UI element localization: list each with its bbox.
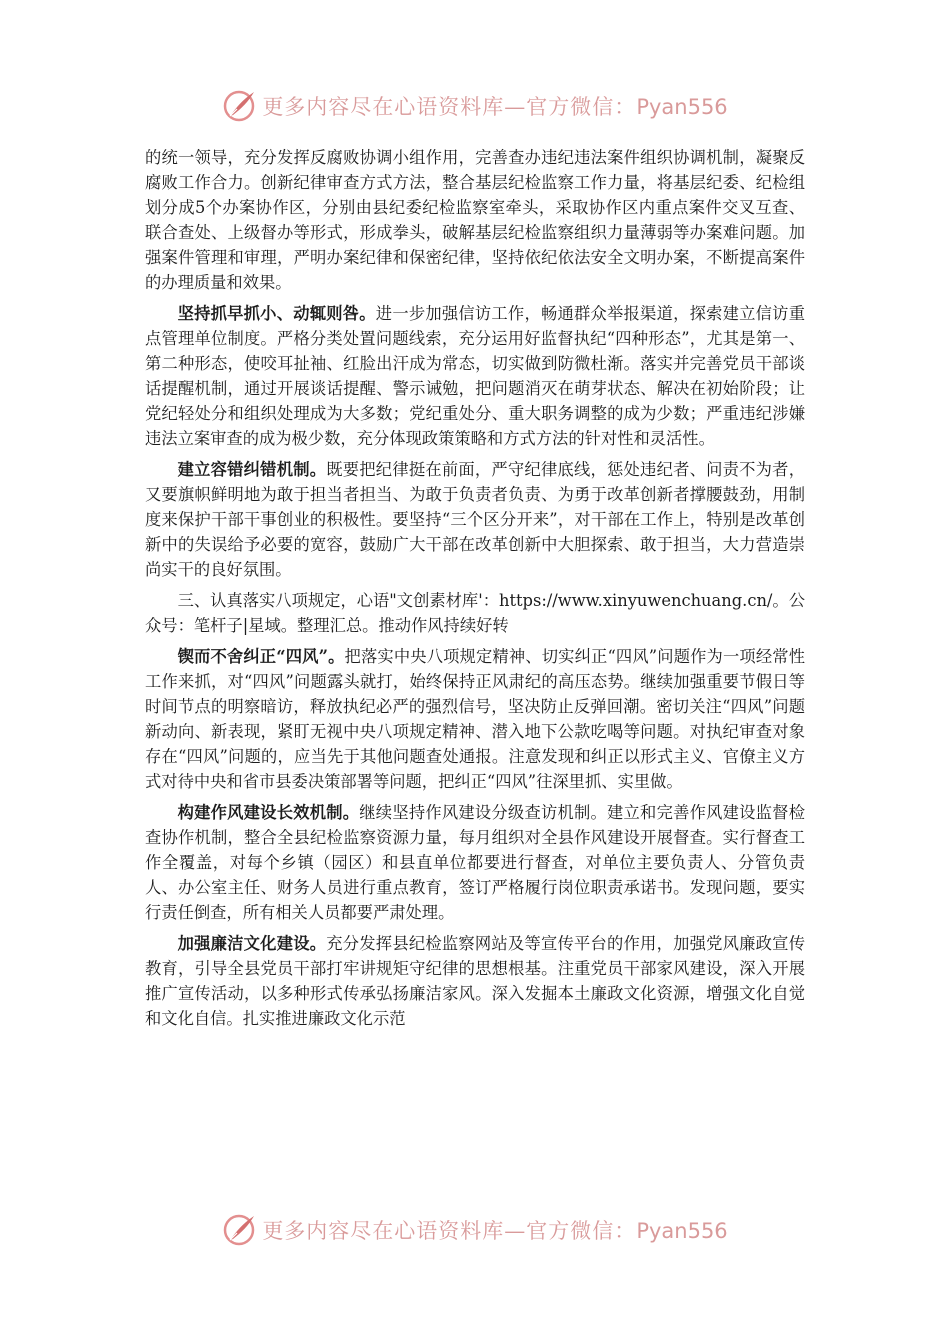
quill-logo-icon bbox=[222, 88, 258, 124]
document-body bbox=[145, 145, 805, 1037]
paragraph-lead: 加强廉洁文化建设。 bbox=[177, 934, 327, 953]
footer-watermark-banner bbox=[0, 1208, 950, 1252]
paragraph-1: 的统一领导，充分发挥反腐败协调小组作用，完善查办违纪违法案件组织协调机制，凝聚反腐败工作合力。创新纪律审查方式方法，整合基层纪检监察工作力量，将基层纪委、纪检组划分成5个办案协作区，分别由县纪委纪检监察室牵头，采取协作区内重点案件交叉互查、联合查处、上级督办等形式，形成拳头，破解基层纪检监察组织力量薄弱等办案难问题。加强案件管理和审理，严明办案纪律和保密纪律，坚持依纪依法安全文明办案，不断提高案件的办理质量和效果。 bbox=[145, 148, 805, 292]
paragraph-4: 锲而不舍纠正“四风”。把落实中央八项规定精神、切实纠正“四风”问题作为一项经常性工作来抓，对“四风”问题露头就打，始终保持正风肃纪的高压态势。继续加强重要节假日等时间节点的明察暗访，释放执纪必严的强烈信号，坚决防止反弹回潮。密切关注“四风”问题新动向、新表现，紧盯无视中央八项规定精神、潜入地下公款吃喝等问题。对执纪审查对象存在“四风”问题的，应当先于其他问题查处通报。注意发现和纠正以形式主义、官僚主义方式对待中央和省市县委决策部署等问题，把纠正“四风”往深里抓、实里做。 bbox=[145, 647, 806, 791]
paragraph-lead: 锲而不舍纠正“四风”。 bbox=[177, 647, 345, 666]
header-watermark-banner bbox=[0, 84, 950, 128]
paragraph-lead: 坚持抓早抓小、动辄则咎。 bbox=[177, 304, 376, 323]
paragraph-lead: 建立容错纠错机制。 bbox=[177, 460, 327, 479]
paragraph-6: 加强廉洁文化建设。充分发挥县纪检监察网站及等宣传平台的作用，加强党风廉政宣传教育，引导全县党员干部打牢讲规矩守纪律的思想根基。注重党员干部家风建设，深入开展推广宣传活动，以多种形式传承弘扬廉洁家风。深入发掘本土廉政文化资源，增强文化自觉和文化自信。扎实推进廉政文化示范 bbox=[145, 934, 805, 1028]
paragraph-2: 坚持抓早抓小、动辄则咎。进一步加强信访工作，畅通群众举报渠道，探索建立信访重点管理单位制度。严格分类处置问题线索，充分运用好监督执纪“四种形态”，尤其是第一、第二种形态，使咬耳扯袖、红脸出汗成为常态，切实做到防微杜渐。落实并完善党员干部谈话提醒机制，通过开展谈话提醒、警示诫勉，把问题消灭在萌芽状态、解决在初始阶段；让党纪轻处分和组织处理成为大多数；党纪重处分、重大职务调整的成为少数；严重违纪涉嫌违法立案审查的成为极少数，充分体现政策策略和方式方法的针对性和灵活性。 bbox=[145, 304, 805, 448]
paragraph-5: 构建作风建设长效机制。继续坚持作风建设分级查访机制。建立和完善作风建设监督检查协作机制，整合全县纪检监察资源力量，每月组织对全县作风建设开展督查。实行督查工作全覆盖，对每个乡镇（园区）和县直单位都要进行督查，对单位主要负责人、分管负责人、办公室主任、财务人员进行重点教育，签订严格履行岗位职责承诺书。发现问题，要实行责任倒查，所有相关人员都要严肃处理。 bbox=[145, 803, 805, 922]
banner-text: 更多内容尽在心语资料库—官方微信：Pyan556 bbox=[262, 95, 728, 119]
paragraph-lead: 构建作风建设长效机制。 bbox=[177, 803, 360, 822]
quill-logo-icon bbox=[222, 1212, 258, 1248]
paragraph-3: 建立容错纠错机制。既要把纪律挺在前面，严守纪律底线，惩处违纪者、问责不为者，又要旗帜鲜明地为敢于担当者担当、为敢于负责者负责、为勇于改革创新者撑腰鼓劲，用制度来保护干部干事创业的积极性。要坚持“三个区分开来”，对干部在工作上，特别是改革创新中的失误给予必要的宽容，鼓励广大干部在改革创新中大胆探索、敢于担当，大力营造崇尚实干的良好氛围。 bbox=[145, 460, 805, 579]
banner-text: 更多内容尽在心语资料库—官方微信：Pyan556 bbox=[262, 1219, 728, 1243]
section-heading: 三、认真落实八项规定，心语"文创素材库'：https://www.xinyuwenchuang.cn/。公众号：笔杆子|星域。整理汇总。推动作风持续好转 bbox=[145, 591, 805, 635]
